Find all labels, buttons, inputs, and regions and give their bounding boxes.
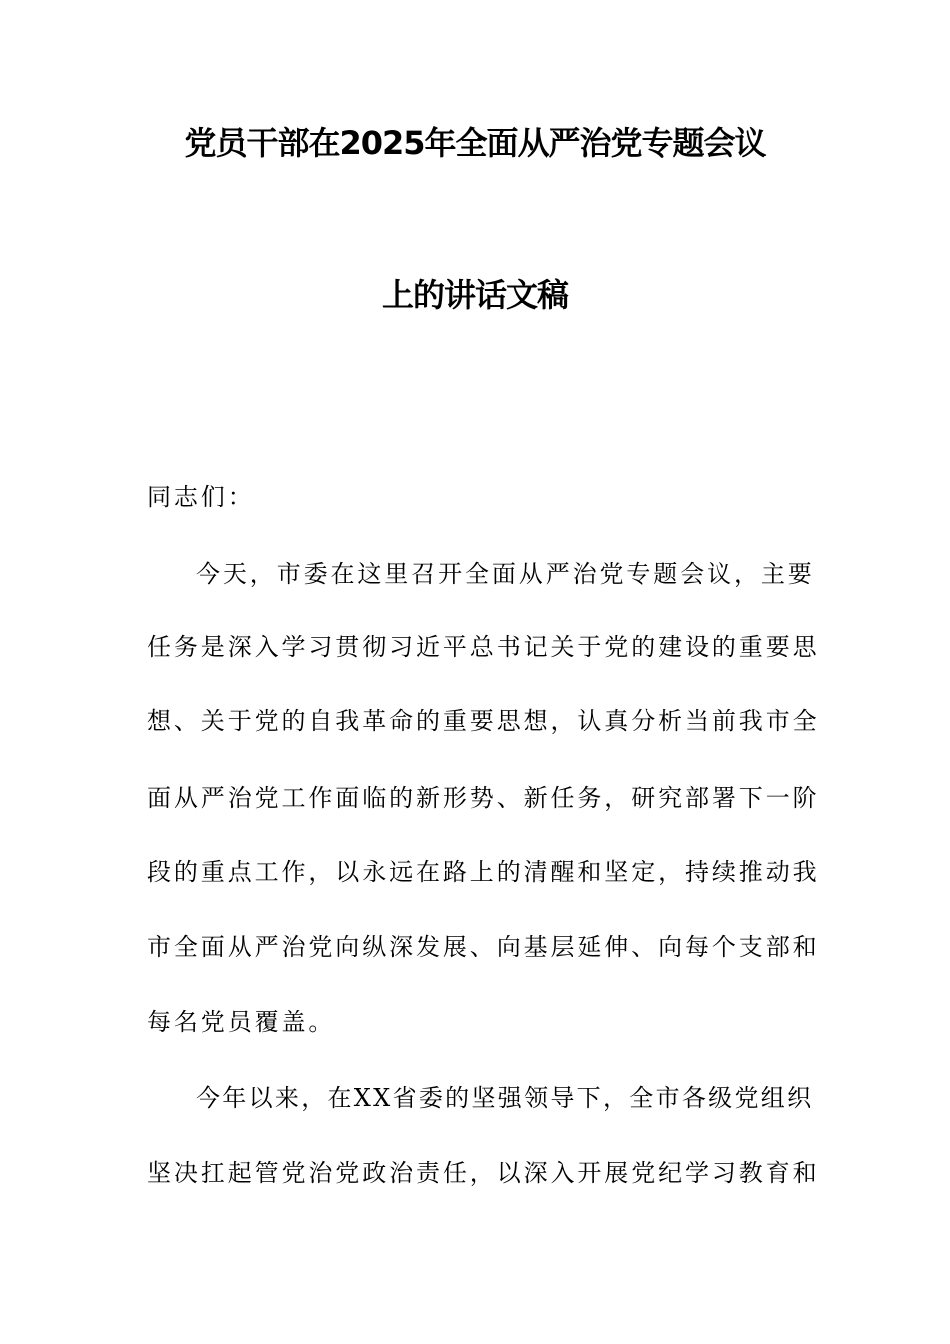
paragraph-line: 每名党员覆盖。 [147,1008,336,1036]
paragraph-line: 市全面从严治党向纵深发展、向基层延伸、向每个支部和 [147,933,820,961]
document-title-line-1: 党员干部在2025年全面从严治党专题会议 [184,124,766,162]
paragraph-line: 想、关于党的自我革命的重要思想，认真分析当前我市全 [147,707,820,735]
paragraph-line: 面从严治党工作面临的新形势、新任务，研究部署下一阶 [147,784,820,812]
paragraph-line: 今天，市委在这里召开全面从严治党专题会议，主要 [196,560,815,588]
document-title-line-2: 上的讲话文稿 [381,276,568,314]
paragraph-line: 段的重点工作，以永远在路上的清醒和坚定，持续推动我 [147,858,820,886]
paragraph-line: 任务是深入学习贯彻习近平总书记关于党的建设的重要思 [147,633,820,661]
paragraph-line: 坚决扛起管党治党政治责任，以深入开展党纪学习教育和 [147,1159,820,1187]
paragraph-line: 今年以来，在XX省委的坚强领导下，全市各级党组织 [196,1084,814,1112]
salutation: 同志们： [147,483,255,511]
